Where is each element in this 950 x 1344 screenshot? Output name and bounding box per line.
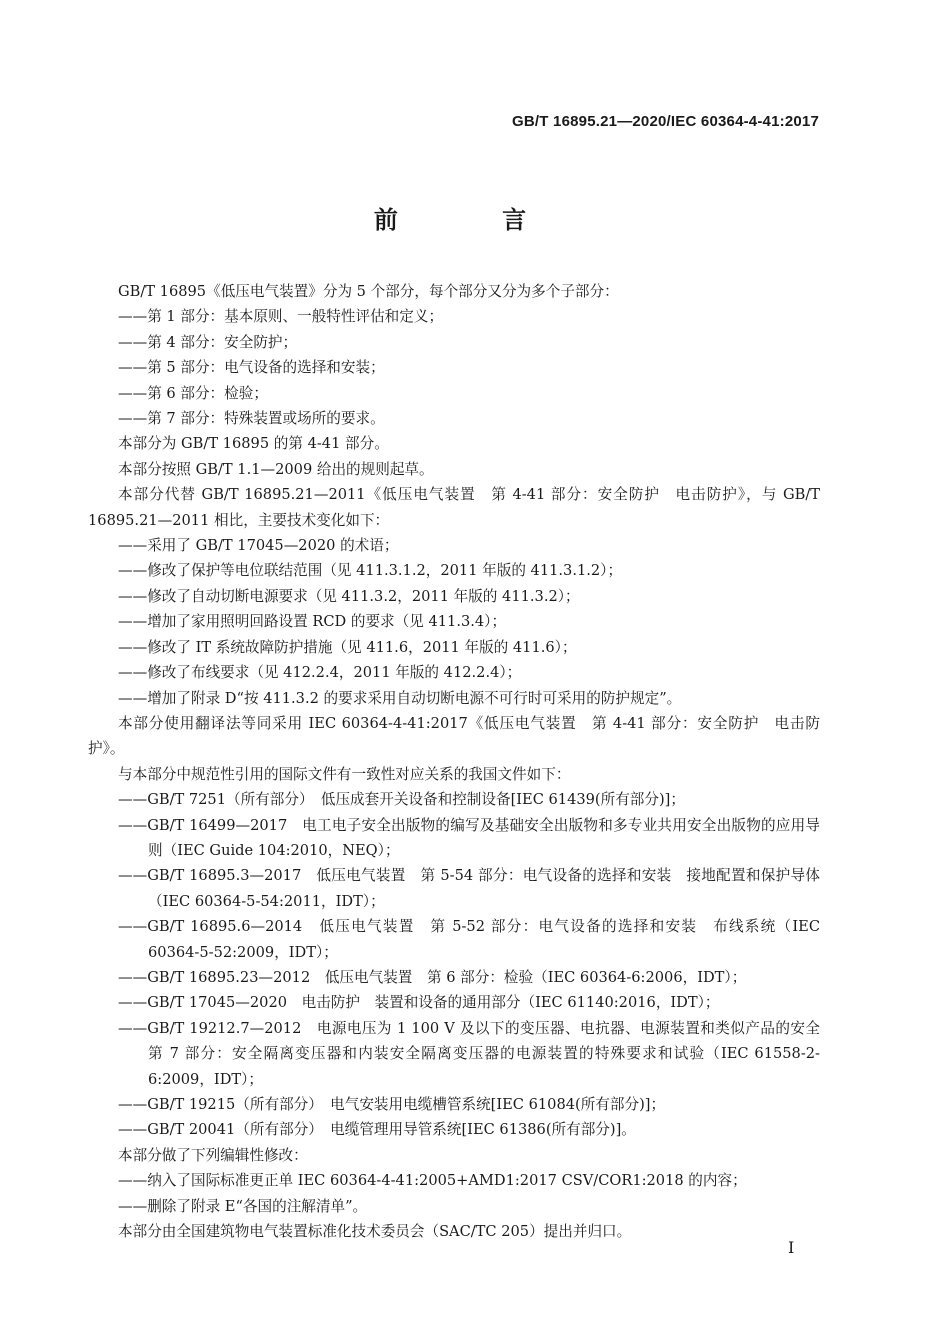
standard-id: GB/T 16895.21—2020/IEC 60364-4-41:2017 — [512, 113, 819, 130]
intro-paragraph: GB/T 16895《低压电气装置》分为 5 个部分，每个部分又分为多个子部分： — [118, 283, 619, 300]
list-item: ——GB/T 17045—2020 电击防护 装置和设备的通用部分（IEC 61140:2016，IDT）； — [118, 994, 720, 1012]
list-item: ——修改了自动切断电源要求（见 411.3.2，2011 年版的 411.3.2）； — [118, 587, 580, 605]
list-item: ——第 6 部分：检验； — [118, 384, 268, 402]
list-item: ——修改了布线要求（见 412.2.4，2011 年版的 412.2.4）； — [118, 664, 522, 682]
list-item: ——GB/T 16895.3—2017 低压电气装置 第 5-54 部分：电气设备的选择和安装 接地配置和保护导体（IEC 60364-5-54:2011，IDT）； — [118, 867, 820, 910]
list-item: ——GB/T 16895.23—2012 低压电气装置 第 6 部分：检验（IEC 60364-6:2006，IDT）； — [118, 968, 747, 986]
list-item: ——增加了家用照明回路设置 RCD 的要求（见 411.3.4）； — [118, 613, 507, 631]
editorial-list — [88, 1168, 820, 1219]
list-item: ——纳入了国际标准更正单 IEC 60364-4-41:2005+AMD1:2017 CSV/COR1:2018 的内容； — [118, 1172, 747, 1190]
list-item: ——GB/T 20041（所有部分） 电缆管理用导管系统[IEC 61386(所有部分)]。 — [118, 1121, 636, 1139]
editorial-paragraph: 本部分做了下列编辑性修改： — [118, 1146, 308, 1164]
proposed-paragraph: 本部分由全国建筑物电气装置标准化技术委员会（SAC/TC 205）提出并归口。 — [118, 1223, 632, 1241]
list-item: ——GB/T 16895.6—2014 低压电气装置 第 5-52 部分：电气设备的选择和安装 布线系统（IEC 60364-5-52:2009，IDT）； — [118, 918, 820, 961]
part-of-paragraph: 本部分为 GB/T 16895 的第 4-41 部分。 — [118, 435, 389, 453]
list-item: ——删除了附录 E“各国的注解清单”。 — [118, 1197, 368, 1215]
list-item: ——第 1 部分：基本原则、一般特性评估和定义； — [118, 308, 444, 326]
page-title: 前 言 — [373, 205, 575, 234]
list-item: ——第 7 部分：特殊装置或场所的要求。 — [118, 410, 385, 428]
changes-list — [88, 533, 820, 711]
list-item: ——第 4 部分：安全防护； — [118, 333, 298, 351]
translation-paragraph: 本部分使用翻译法等同采用 IEC 60364-4-41:2017《低压电气装置 第 4-41 部分：安全防护 电击防护》。 — [88, 714, 820, 758]
list-item: ——GB/T 7251（所有部分） 低压成套开关设备和控制设备[IEC 61439(所有部分)]； — [118, 791, 685, 809]
document-body — [88, 279, 835, 1244]
list-item: ——GB/T 19215（所有部分） 电气安装用电缆槽管系统[IEC 61084(所有部分)]； — [118, 1096, 666, 1113]
list-item: ——修改了保护等电位联结范围（见 411.3.1.2，2011 年版的 411.3.1.2）； — [118, 562, 623, 580]
list-item: ——增加了附录 D“按 411.3.2 的要求采用自动切断电源不可行时可采用的防护规定”。 — [118, 689, 682, 707]
list-item: ——GB/T 19212.7—2012 电源电压为 1 100 V 及以下的变压器、电抗器、电源装置和类似产品的安全 第 7 部分：安全隔离变压器和内装安全隔离变压器的电源装置的特殊要求和试验（IEC 61558-2-6:2009，IDT）； — [118, 1019, 835, 1088]
replaces-paragraph: 本部分代替 GB/T 16895.21—2011《低压电气装置 第 4-41 部分：安全防护 电击防护》，与 GB/T 16895.21—2011 相比，主要技术变化如下： — [88, 486, 820, 529]
parts-list — [88, 304, 820, 431]
list-item: ——GB/T 16499—2017 电工电子安全出版物的编写及基础安全出版物和多专业共用安全出版物的应用导则（IEC Guide 104:2010，NEQ）； — [118, 816, 820, 859]
list-item: ——第 5 部分：电气设备的选择和安装； — [118, 359, 385, 377]
list-item: ——修改了 IT 系统故障防护措施（见 411.6，2011 年版的 411.6）； — [118, 638, 577, 656]
references-list — [88, 787, 835, 1143]
page-number: Ⅰ — [788, 1238, 795, 1257]
drafting-paragraph: 本部分按照 GB/T 1.1—2009 给出的规则起草。 — [118, 460, 434, 478]
list-item: ——采用了 GB/T 17045—2020 的术语； — [118, 537, 399, 555]
references-paragraph: 与本部分中规范性引用的国际文件有一致性对应关系的我国文件如下： — [118, 765, 571, 783]
